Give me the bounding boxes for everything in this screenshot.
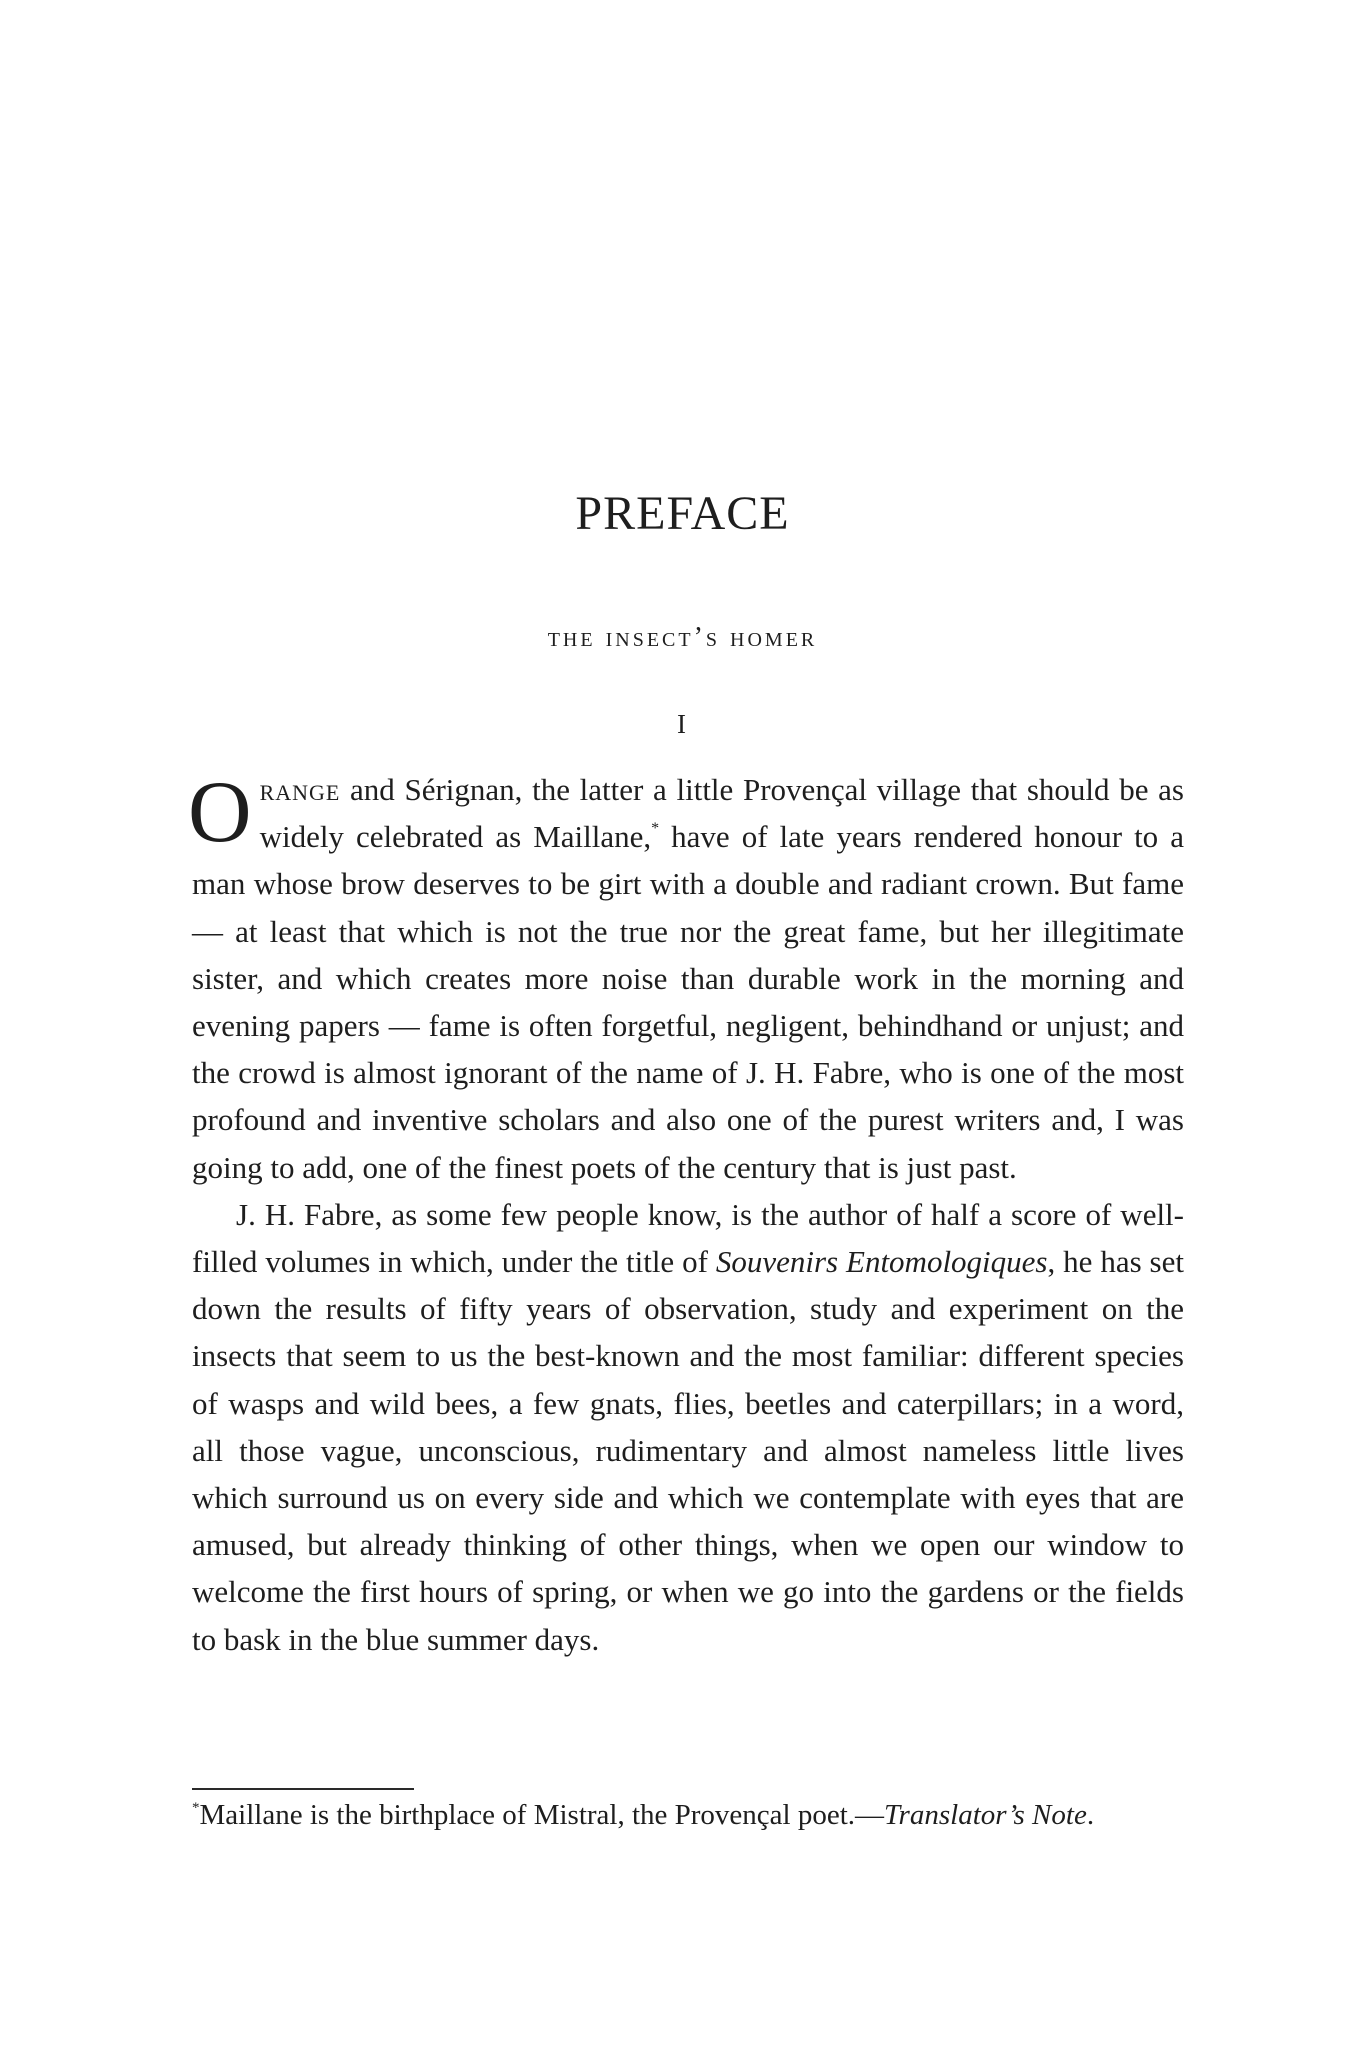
footnote-rule bbox=[192, 1788, 414, 1790]
chapter-subtitle: the insect’s homer bbox=[547, 622, 818, 653]
footnote-attribution: Translator’s Note bbox=[884, 1799, 1087, 1831]
paragraph-1-text-b: have of late years rendered honour to a man whose brow deserves to be girt with a double and radiant crown. But fame — at least that which is not the true nor the great fame, but her illegitimate sister, and which creates more noise than durable work in the morning and evening papers — fame is often forgetful, negligent, behindhand or unjust; and the crowd is almost ignorant of the name of J. H. Fabre, who is one of the most profound and inventive scholars and also one of the purest writers and, I was going to add, one of the finest poets of the century that is just past. bbox=[192, 819, 1184, 1185]
paragraph-2-text-a: J. H. Fabre, as some few people know, is the author of half a score of well-filled volumes in which, under the title of bbox=[192, 1196, 1184, 1280]
book-title-italic: Souvenirs Entomologiques bbox=[715, 1244, 1048, 1280]
footnote bbox=[192, 1795, 1184, 1835]
paragraph-1 bbox=[188, 764, 1184, 1191]
footnote-reference: * bbox=[651, 820, 660, 838]
paragraph-2 bbox=[192, 1191, 1184, 1663]
chapter-title: PREFACE bbox=[575, 487, 790, 540]
footnote-end: . bbox=[1086, 1799, 1095, 1831]
footnote-text: Maillane is the birthplace of Mistral, the Provençal poet.— bbox=[199, 1799, 885, 1831]
lead-small-caps: range bbox=[259, 772, 341, 807]
paragraph-2-text-b: , he has set down the results of fifty years of observation, study and experiment on the insects that seem to us the best-known and the most familiar: different species of wasps and wild bees, a few gnats, flies, beetles and caterpillars; in a word, all those vague, unconscious, rudimentary and almost nameless little lives which surround us on every side and which we contemplate with eyes that are amused, but already thinking of other things, when we open our window to welcome the first hours of spring, or when we go into the gardens or the fields to bask in the blue summer days. bbox=[192, 1244, 1184, 1657]
footnote-marker: * bbox=[192, 1800, 200, 1816]
section-number: I bbox=[677, 709, 688, 739]
drop-cap: O bbox=[188, 764, 252, 861]
body-text bbox=[188, 764, 1184, 1663]
paragraph-1-text-a: and Sérignan, the latter a little Provençal village that should be as widely celebrated as Maillane, bbox=[259, 772, 1184, 855]
